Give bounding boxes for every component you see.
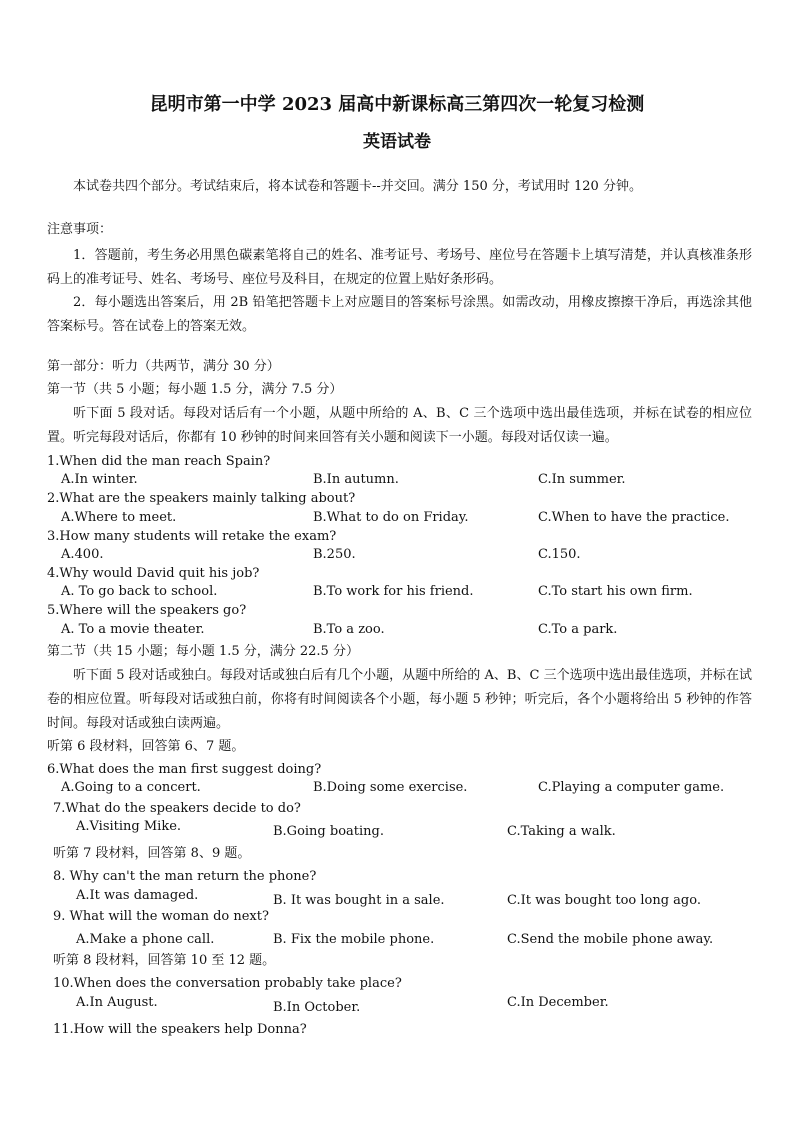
q5-option-b: B.To a zoo. [313,622,385,637]
q6-option-c: C.Playing a computer game. [538,780,725,795]
question-7: 7.What do the speakers decide to do? [53,801,301,816]
notes-heading: 注意事项： [47,222,113,237]
q8-option-a: A.It was damaged. [76,888,199,903]
exam-title: 昆明市第一中学 2023 届高中新课标高三第四次一轮复习检测 [149,94,645,115]
q10-option-a: A.In August. [76,995,158,1010]
q7-option-c: C.Taking a walk. [507,824,616,839]
q5-option-c: C.To a park. [538,622,618,637]
question-2: 2.What are the speakers mainly talking about? [47,491,356,506]
section2-heading: 第二节（共 15 小题；每小题 1.5 分，满分 22.5 分） [47,644,359,659]
q6-option-a: A.Going to a concert. [61,780,201,795]
q9-option-c: C.Send the mobile phone away. [507,932,714,947]
question-9: 9. What will the woman do next? [53,909,269,924]
material-6: 听第 6 段材料，回答第 6、7 题。 [47,739,245,754]
note-item-2: 2．每小题选出答案后，用 2B 铅笔把答题卡上对应题目的答案标号涂黑。如需改动，用橡皮擦擦干净后，再选涂其他答案标号。答在试卷上的答案无效。 [47,295,752,334]
question-11: 11.How will the speakers help Donna? [53,1022,307,1037]
q8-option-b: B. It was bought in a sale. [273,893,445,908]
q4-option-b: B.To work for his friend. [313,584,474,599]
q7-option-b: B.Going boating. [273,824,384,839]
question-6: 6.What does the man first suggest doing? [47,762,322,777]
section1-heading: 第一节（共 5 小题；每小题 1.5 分，满分 7.5 分） [47,382,343,397]
material-7: 听第 7 段材料，回答第 8、9 题。 [53,846,251,861]
part1-heading: 第一部分：听力（共两节，满分 30 分） [47,359,280,374]
question-4: 4.Why would David quit his job? [47,566,260,581]
section1-instructions: 听下面 5 段对话。每段对话后有一个小题，从题中所给的 A、B、C 三个选项中选出最佳选项，并标在试卷的相应位置。听完每段对话后，你都有 10 秒钟的时间来回答有关小题和阅读下一小题。每段对话仅读一遍。 [47,406,752,445]
q5-option-a: A. To a movie theater. [61,622,205,637]
q3-option-c: C.150. [538,547,581,562]
question-8: 8. Why can't the man return the phone? [53,869,317,884]
q8-option-c: C.It was bought too long ago. [507,893,701,908]
q4-option-c: C.To start his own firm. [538,584,693,599]
question-5: 5.Where will the speakers go? [47,603,247,618]
question-3: 3.How many students will retake the exam? [47,529,337,544]
q2-option-c: C.When to have the practice. [538,510,730,525]
question-1: 1.When did the man reach Spain? [47,454,271,469]
q2-option-b: B.What to do on Friday. [313,510,469,525]
q2-option-a: A.Where to meet. [61,510,177,525]
q1-option-b: B.In autumn. [313,472,399,487]
exam-intro: 本试卷共四个部分。考试结束后，将本试卷和答题卡--并交回。满分 150 分，考试用时 120 分钟。 [73,179,642,194]
q6-option-b: B.Doing some exercise. [313,780,468,795]
q1-option-a: A.In winter. [61,472,138,487]
q9-option-a: A.Make a phone call. [76,932,215,947]
q3-option-a: A.400. [61,547,104,562]
exam-subtitle: 英语试卷 [363,132,431,152]
q10-option-b: B.In October. [273,1000,361,1015]
material-8: 听第 8 段材料，回答第 10 至 12 题。 [53,953,276,968]
q3-option-b: B.250. [313,547,356,562]
q4-option-a: A. To go back to school. [61,584,218,599]
q1-option-c: C.In summer. [538,472,626,487]
note-item-1: 1．答题前，考生务必用黑色碳素笔将自己的姓名、准考证号、考场号、座位号在答题卡上填写清楚，并认真核准条形码上的准考证号、姓名、考场号、座位号及科目，在规定的位置上贴好条形码。 [47,248,752,287]
q9-option-b: B. Fix the mobile phone. [273,932,435,947]
section2-instructions: 听下面 5 段对话或独白。每段对话或独白后有几个小题，从题中所给的 A、B、C 三个选项中选出最佳选项，并标在试卷的相应位置。听每段对话或独白前，你将有时间阅读各个小题，每小题 5 秒钟；听完后，各个小题将给出 5 秒钟的作答时间。每段对话或独白读两遍。 [47,668,752,731]
q7-option-a: A.Visiting Mike. [76,819,182,834]
q10-option-c: C.In December. [507,995,609,1010]
question-10: 10.When does the conversation probably take place? [53,976,402,991]
